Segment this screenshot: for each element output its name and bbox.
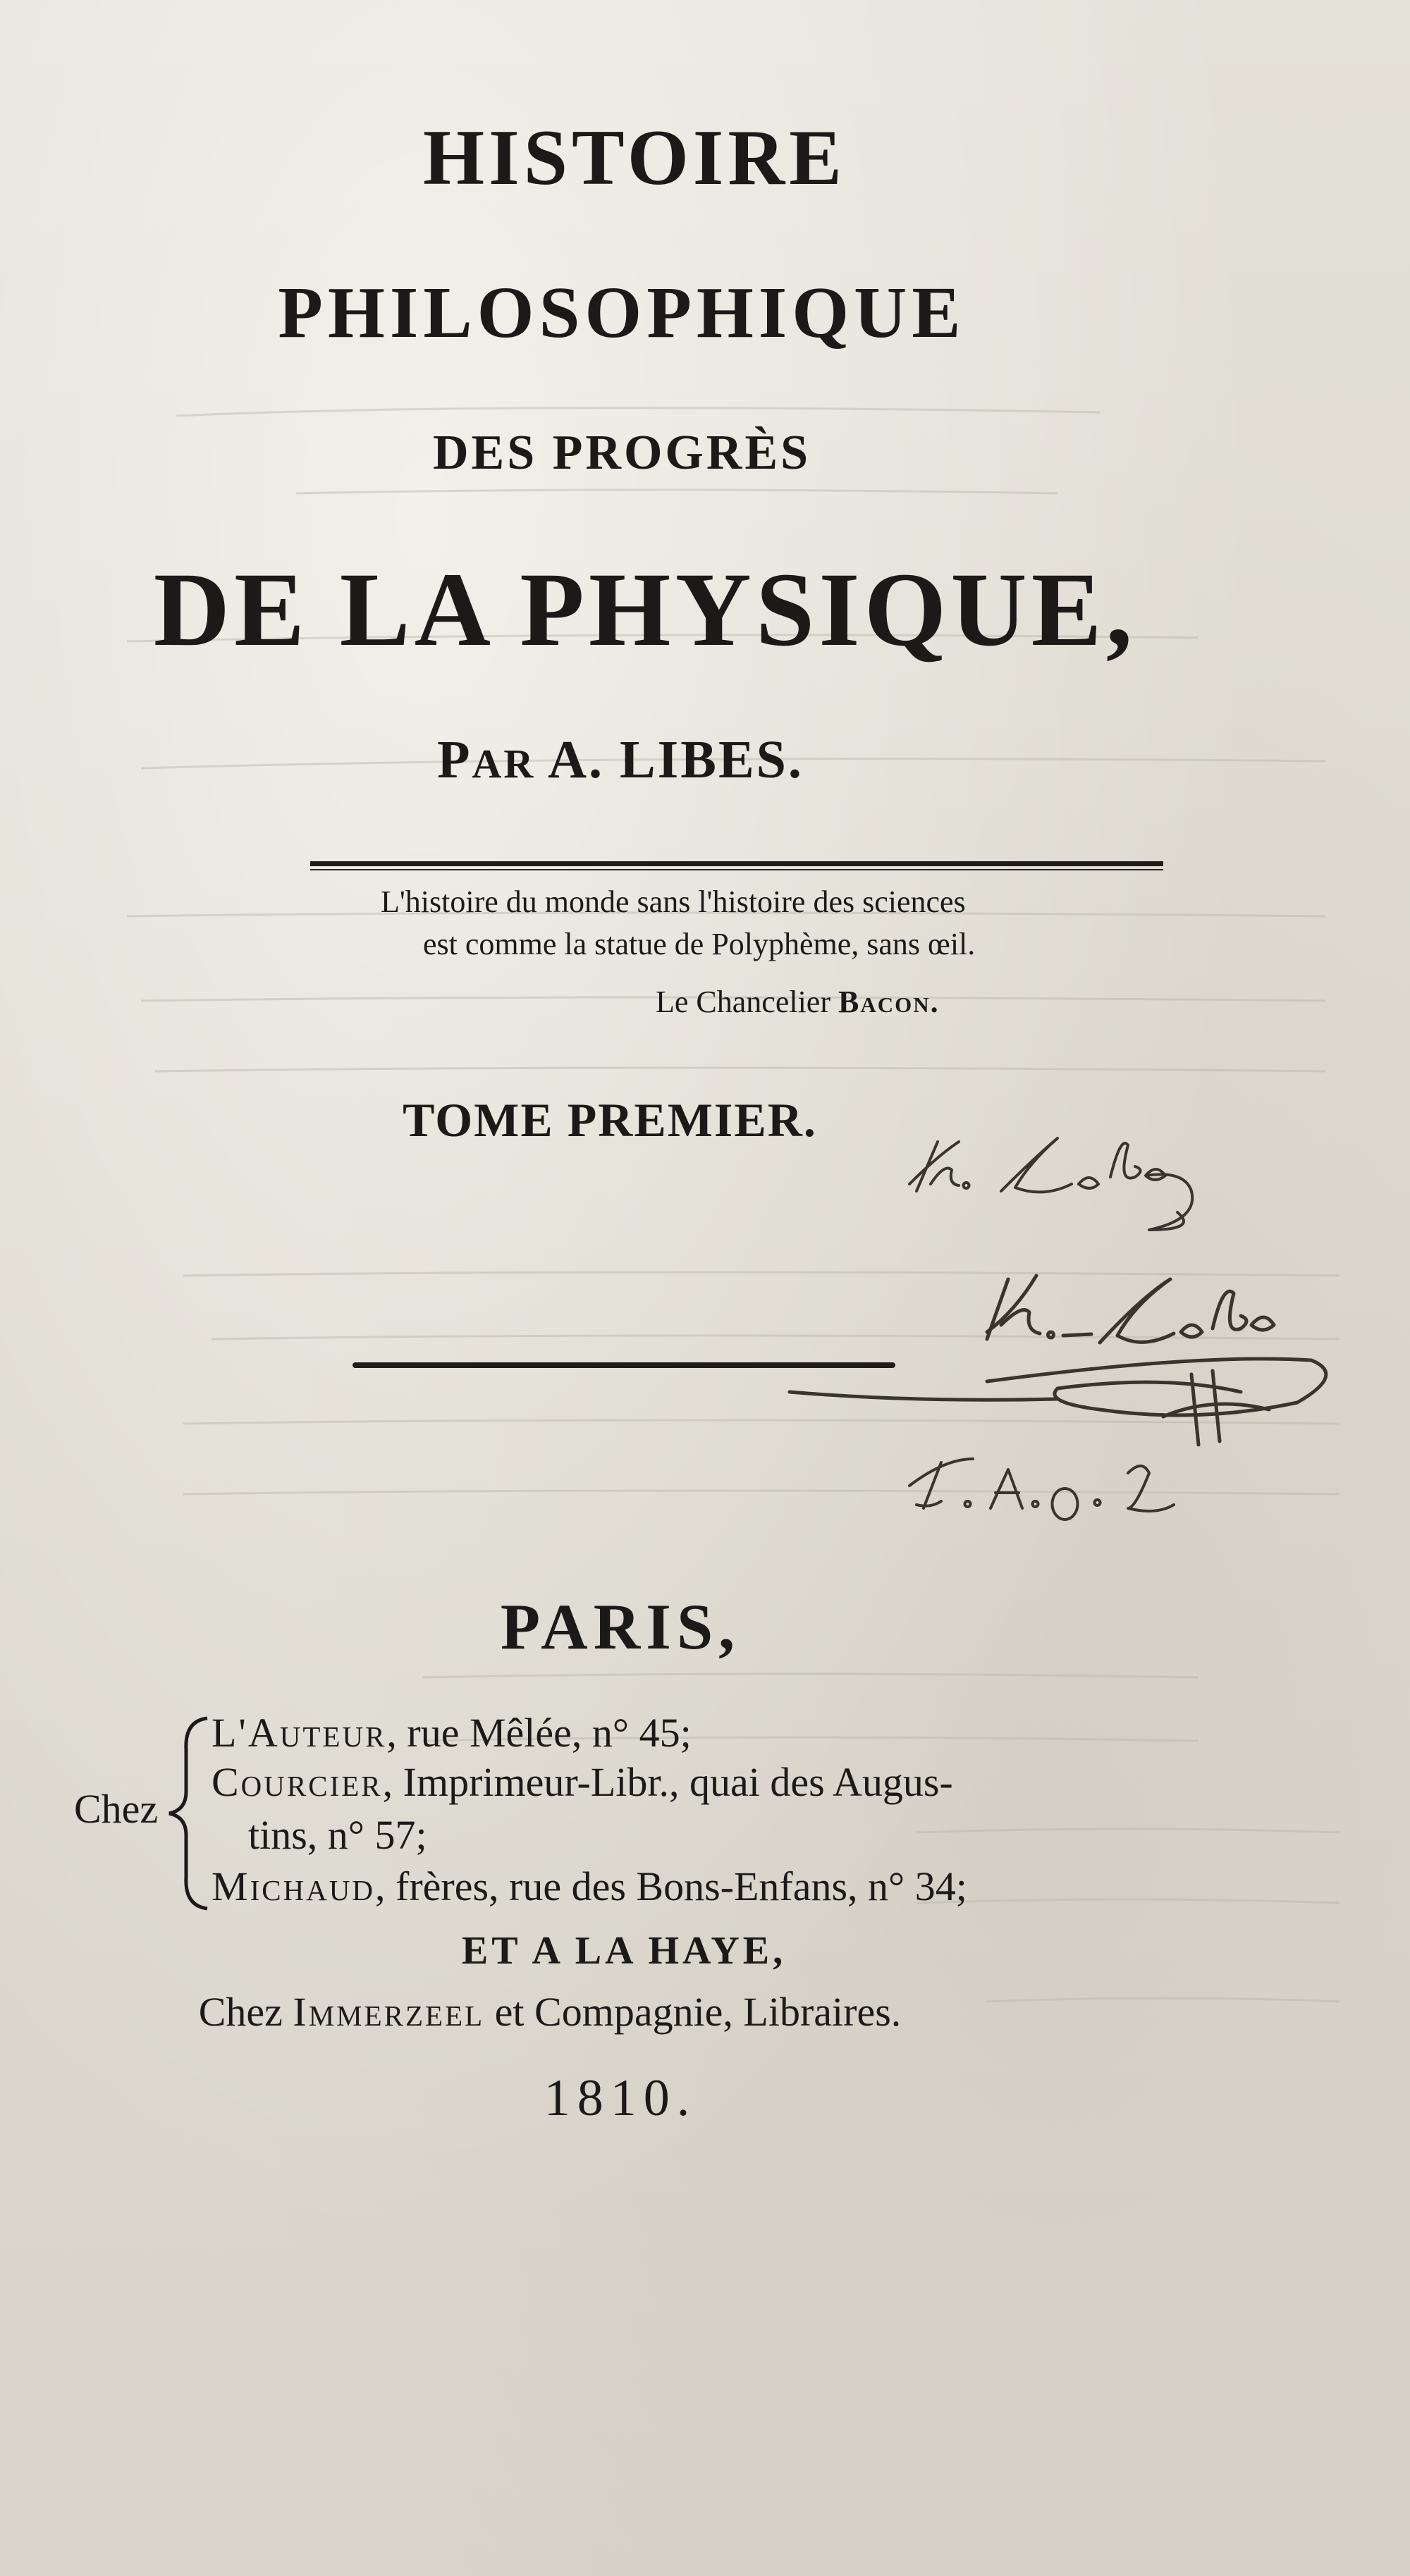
publisher-address: , frères, rue des Bons-Enfans, n° 34; (375, 1863, 967, 1909)
epigraph-line-2: est comme la statue de Polyphème, sans œil. (423, 927, 976, 961)
second-publisher-rest: et Compagnie, Libraires. (494, 1989, 902, 2035)
curly-brace-icon (164, 1714, 213, 1913)
publisher-address: , rue Mêlée, n° 45; (386, 1710, 692, 1756)
publisher-address: , Imprimeur-Libr., quai des Augus- (382, 1759, 953, 1805)
place-paris: PARIS, (500, 1591, 741, 1663)
attribution-prefix: Le Chancelier (656, 985, 830, 1019)
publisher-courcier-continued (248, 1812, 427, 1858)
attribution-name: Bacon. (838, 985, 940, 1019)
publisher-auteur (212, 1710, 692, 1756)
epigraph-attribution (656, 987, 940, 1018)
title-line-des-progres: DES PROGRÈS (432, 426, 811, 480)
publication-year: 1810. (544, 2069, 697, 2127)
publisher-address: tins, n° 57; (248, 1812, 427, 1858)
title-line-philosophique: PHILOSOPHIQUE (278, 272, 966, 353)
signature-initials-taol (909, 1459, 1174, 1520)
rule-divider (352, 1362, 895, 1368)
title-line-histoire: HISTOIRE (423, 114, 846, 202)
signature-th-lobo-1 (909, 1138, 1192, 1230)
second-publisher (0, 1989, 1255, 2035)
publisher-michaud (212, 1863, 967, 1909)
volume-label: TOME PREMIER. (403, 1093, 817, 1147)
second-place: ET A LA HAYE, (461, 1929, 787, 1973)
title-line-de-la-physique: DE LA PHYSIQUE, (153, 551, 1137, 668)
publisher-courcier (212, 1759, 953, 1805)
publisher-name: Michaud (212, 1863, 376, 1909)
author-prefix-rest: AR (472, 741, 536, 787)
publisher-name: Courcier (212, 1759, 383, 1805)
second-publisher-name: Immerzeel (293, 1989, 485, 2035)
publisher-name: L'Auteur (212, 1710, 387, 1756)
epigraph-line-1: L'histoire du monde sans l'histoire des sciences (381, 885, 966, 919)
double-rule-divider (310, 861, 1163, 866)
publishers-label: Chez (74, 1786, 159, 1832)
author-prefix-initial: P (437, 730, 472, 789)
author-name: A. LIBES. (548, 730, 804, 789)
signature-th-lobo-2 (790, 1276, 1326, 1445)
author-line (0, 730, 1325, 789)
second-publisher-prefix: Chez (198, 1989, 283, 2035)
